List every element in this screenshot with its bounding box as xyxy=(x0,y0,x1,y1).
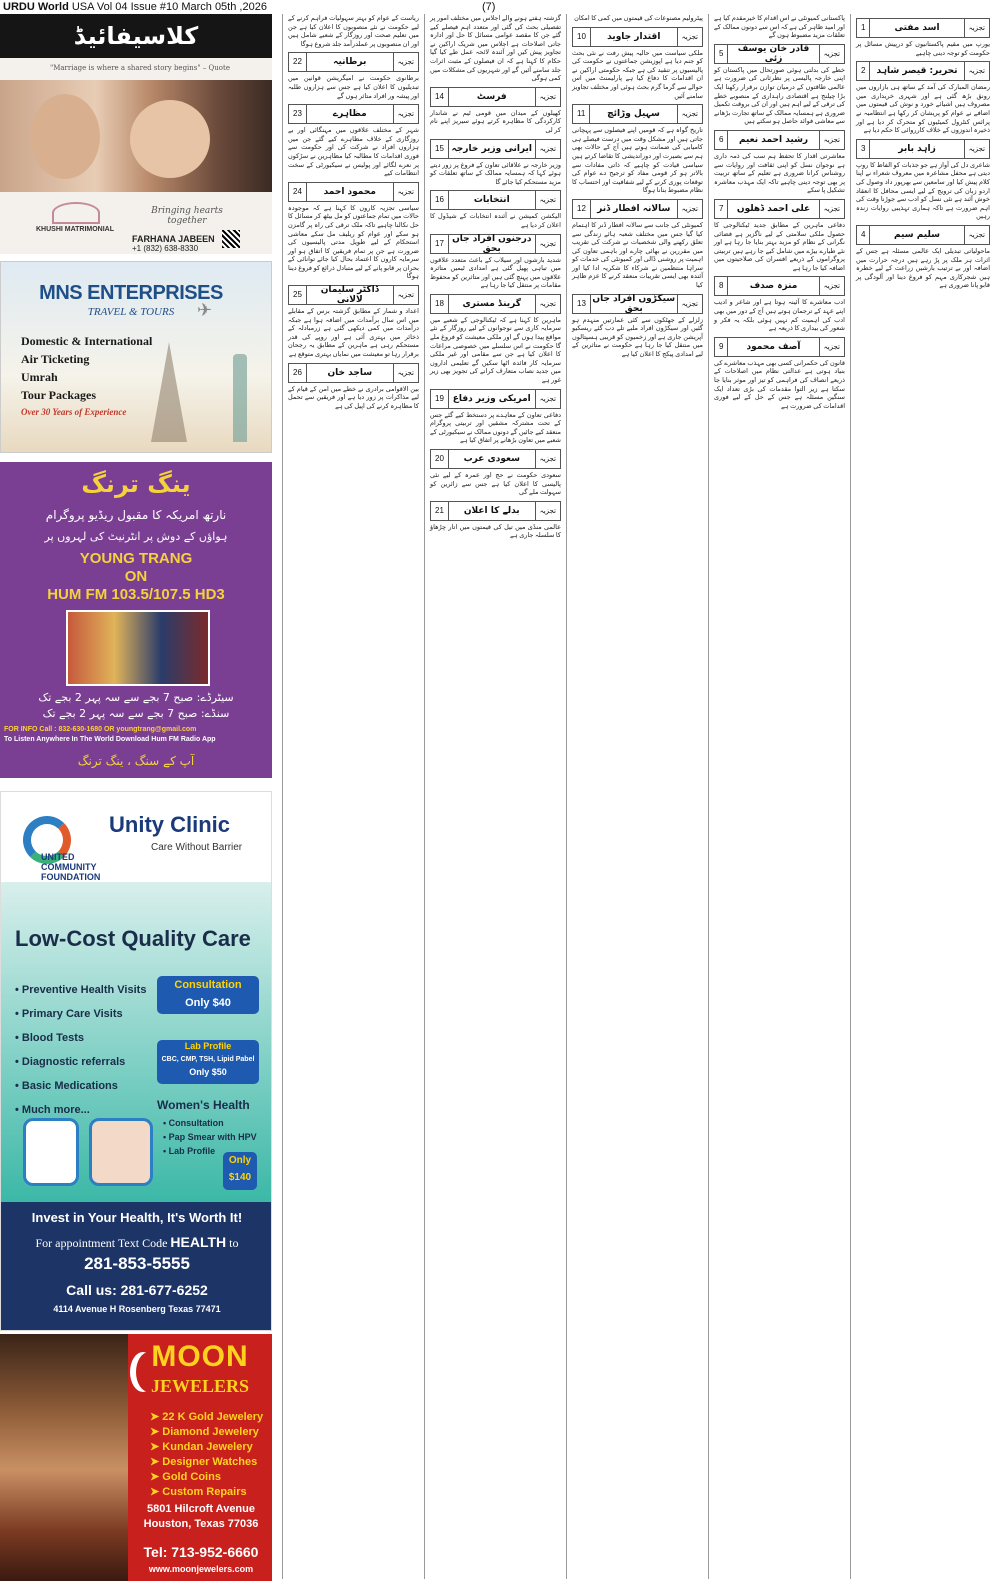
clinic-title: Unity Clinic xyxy=(109,812,231,837)
article-column xyxy=(566,14,708,1579)
article-column xyxy=(424,14,566,1579)
mns-title: MNS ENTERPRISES xyxy=(39,282,223,304)
article-number: 10 xyxy=(573,28,591,46)
article xyxy=(709,276,850,332)
article-title: قادر خان یوسف زئی xyxy=(737,43,810,64)
article-category: تجزیہ xyxy=(819,131,844,149)
article-number: 18 xyxy=(431,295,449,313)
article-heading[interactable] xyxy=(572,199,703,219)
moon-item: ➤ 22 K Gold Jewelery xyxy=(150,1411,264,1423)
moon-item: ➤ Diamond Jewelery xyxy=(150,1426,259,1438)
article-number: 9 xyxy=(715,338,728,356)
article-body: گزشتہ ہفتے ہونے والے اجلاس میں مختلف امور پر تفصیلی بحث کی گئی اور متعدد اہم فیصلے کیے گئے جن کا مقصد عوامی مسائل کا حل اور ادارہ جاتی اصلاحات ہے اجلاس میں شریک اراکین نے تجاویز پیش کیں اور آئندہ لائحہ عمل طے کیا گیا حکام کا کہنا ہے کہ ان فیصلوں کے مثبت اثرات جلد سامنے آئیں گے اور شہریوں کی مشکلات میں کمی ہوگی xyxy=(430,14,561,83)
mns-experience: Over 30 Years of Experience xyxy=(21,407,127,417)
mns-service: Umrah xyxy=(21,370,58,384)
article-title: ساجد خان xyxy=(327,367,373,378)
article-number: 17 xyxy=(431,235,449,253)
clinic-service: • Basic Medications xyxy=(15,1080,118,1092)
article-title: فرسٹ xyxy=(476,91,507,102)
article-category: تجزیہ xyxy=(393,53,418,71)
classified-banner: کلاسیفائیڈ xyxy=(0,14,272,58)
article-category: تجزیہ xyxy=(535,88,560,106)
article xyxy=(425,139,566,187)
article xyxy=(283,285,424,359)
article-category: تجزیہ xyxy=(677,28,702,46)
article-category: تجزیہ xyxy=(393,286,418,304)
article-title: سلیم سیم xyxy=(894,229,941,240)
article-heading[interactable] xyxy=(430,501,561,521)
article-body: تاریخ گواہ ہے کہ قومیں اپنے فیصلوں سے پہچانی جاتی ہیں اور مشکل وقت میں درست فیصلے ہی کامیابی کی ضمانت ہوتے ہیں آج کے حالات بھی ہم سے بصیرت اور دوراندیشی کا تقاضا کرتے ہیں سیاسی قیادت کو چاہیے کہ ذاتی مفادات سے بالاتر ہو کر قومی مفاد کو ترجیح دے عوام کی توقعات پوری کرنے کے لیے شفافیت اور احتساب کا نظام مضبوط بنانا ہوگا xyxy=(572,126,703,195)
article-body: پاکستانی کمیونٹی نے اس اقدام کا خیرمقدم کیا ہے اور امید ظاہر کی ہے کہ اس سے دونوں ممالک کے تعلقات مزید مضبوط ہوں گے xyxy=(714,14,845,40)
matrimonial-phone[interactable]: +1 (832) 638-8330 xyxy=(132,244,199,253)
womens-health-item: • Pap Smear with HPV xyxy=(163,1132,257,1142)
article-title: ڈاکٹر سلیمان لالانی xyxy=(320,285,379,306)
article-number: 15 xyxy=(431,140,449,158)
man-face xyxy=(30,94,100,179)
moon-item: ➤ Custom Repairs xyxy=(150,1486,247,1498)
consultation-price-badge xyxy=(157,976,259,1014)
appointment-code: HEALTH xyxy=(170,1234,227,1250)
article-number: 26 xyxy=(289,364,307,382)
badge-price: Only $50 xyxy=(189,1067,227,1077)
moon-item: ➤ Gold Coins xyxy=(150,1471,221,1483)
article-body: قانون کی حکمرانی کسی بھی مہذب معاشرے کی بنیاد ہوتی ہے عدالتی نظام میں اصلاحات کے ذریعے انصاف کی فراہمی کو تیز اور موثر بنایا جا سکتا ہے زیر التوا مقدمات کی بڑی تعداد ایک سنگین مسئلہ ہے جس کے حل کے لیے فوری اقدامات کی ضرورت ہے xyxy=(714,358,845,410)
article-body: عالمی منڈی میں تیل کی قیمتوں میں اتار چڑھاؤ کا سلسلہ جاری ہے xyxy=(430,522,561,540)
mns-services xyxy=(21,332,152,404)
clinic-subtitle: Care Without Barrier xyxy=(151,842,243,853)
article-body: شاعری دل کی آواز ہے جو جذبات کو الفاظ کا روپ دیتی ہے محفل مشاعرہ میں معروف شعراء نے اپنا کلام پیش کیا اور سامعین سے بھرپور داد وصول کی اردو زبان کی ترویج کے لیے ایسی محافل کا انعقاد خوش آئند ہے نئی نسل کو ادب سے جوڑنا وقت کی اہم ضرورت ہے تاکہ ہماری تہذیبی روایات زندہ رہیں xyxy=(856,160,990,221)
article-number: 7 xyxy=(715,200,728,218)
article-category: تجزیہ xyxy=(819,338,844,356)
article-number: 4 xyxy=(857,226,870,244)
article xyxy=(709,130,850,195)
matrimonial-contact-name: FARHANA JABEEN xyxy=(132,234,215,244)
clinic-service: • Blood Tests xyxy=(15,1032,85,1044)
article xyxy=(709,14,850,40)
moon-website[interactable]: www.moonjewelers.com xyxy=(148,1564,254,1574)
womens-health-item: • Consultation xyxy=(163,1118,224,1128)
article-body: رمضان المبارک کی آمد کے ساتھ ہی بازاروں میں رونق بڑھ گئی ہے اور شہری خریداری میں مصروف ہیں اشیائے خورد و نوش کی قیمتوں میں اضافے نے عوام کو پریشان کر رکھا ہے انتظامیہ نے پرائس کنٹرول کمیٹیوں کو متحرک کر دیا ہے اور ذخیرہ اندوزوں کے خلاف کارروائی کا حکم دیا ہے xyxy=(856,83,990,135)
woman-face xyxy=(130,100,210,178)
clinic-service: • Primary Care Visits xyxy=(15,1008,123,1020)
young-trang-urdu-line: نارتھ امریکہ کا مقبول ریڈیو پروگرام xyxy=(45,508,227,522)
article-category: تجزیہ xyxy=(535,450,560,468)
article-body: بین الاقوامی برادری نے خطے میں امن کے قیام کے لیے مذاکرات پر زور دیا ہے اور فریقین سے تحمل کا مظاہرہ کرنے کی اپیل کی ہے xyxy=(288,384,419,410)
clinic-service: • Much more... xyxy=(15,1104,90,1116)
article-title: منزہ صدف xyxy=(749,281,798,292)
article-heading[interactable] xyxy=(288,363,419,383)
article xyxy=(283,14,424,48)
article-category: تجزیہ xyxy=(535,191,560,209)
article-category: تجزیہ xyxy=(677,295,702,313)
article xyxy=(567,199,708,290)
article-category: تجزیہ xyxy=(535,502,560,520)
matrimonial-slogan: Bringing hearts together xyxy=(151,206,223,226)
article-number: 21 xyxy=(431,502,449,520)
article-heading[interactable] xyxy=(430,190,561,210)
moon-address xyxy=(134,1502,268,1532)
article-title: سہیل وڑائچ xyxy=(607,109,660,120)
blood-test-icon xyxy=(23,1118,79,1186)
article-number: 8 xyxy=(715,277,728,295)
article-category: تجزیہ xyxy=(535,390,560,408)
schedule-line: سیٹرڈے: صبح 7 بجے سے سہ پہر 2 بجے تک xyxy=(38,691,234,704)
qr-code-icon xyxy=(222,230,240,248)
article-heading[interactable] xyxy=(714,44,845,64)
article-heading[interactable] xyxy=(288,104,419,124)
article xyxy=(567,294,708,359)
badge-label: Only xyxy=(228,1155,252,1166)
article-category: تجزیہ xyxy=(393,183,418,201)
moon-title: MOON xyxy=(151,1340,249,1373)
article-title: درجنوں افراد جاں بحق xyxy=(452,233,532,254)
classified-ad[interactable] xyxy=(0,14,272,254)
article-heading[interactable] xyxy=(430,234,561,254)
article-body: دفاعی تعاون کے معاہدے پر دستخط کیے گئے جس کے تحت مشترکہ مشقیں اور تربیتی پروگرام منعقد کیے جائیں گے دونوں ممالک نے سیکیورٹی کے شعبے میں تعاون بڑھانے پر اتفاق کیا ہے xyxy=(430,410,561,445)
young-trang-title-line: YOUNG TRANG xyxy=(79,550,193,567)
page-header xyxy=(0,0,995,14)
article-number: 22 xyxy=(289,53,307,71)
moon-item: ➤ Kundan Jewelery xyxy=(150,1441,253,1453)
statue-of-liberty-icon xyxy=(233,354,247,442)
womens-health-title: Women's Health xyxy=(157,1098,250,1112)
article-title: مظاہرے xyxy=(332,109,367,120)
article-heading[interactable] xyxy=(714,276,845,296)
article xyxy=(283,363,424,411)
article-number: 11 xyxy=(573,105,590,123)
article-heading[interactable] xyxy=(430,87,561,107)
moon-subtitle: JEWELERS xyxy=(150,1376,250,1396)
clinic-call-number[interactable]: Call us: 281-677-6252 xyxy=(66,1282,208,1298)
article-number: 1 xyxy=(857,19,870,37)
article-title: سیکڑوں افراد جاں بحق xyxy=(592,293,676,314)
young-trang-title-line: ON xyxy=(124,568,148,585)
article-body: پیٹرولیم مصنوعات کی قیمتوں میں کمی کا امکان xyxy=(574,14,703,22)
clinic-services xyxy=(15,978,146,1122)
article-category: تجزیہ xyxy=(677,200,702,218)
article-body: ادب معاشرے کا آئینہ ہوتا ہے اور شاعر و ادیب اپنے عہد کے ترجمان ہوتے ہیں آج کے دور میں بھی ادب کی اہمیت کم نہیں ہوئی بلکہ یہ فکر و شعور کی بیداری کا ذریعہ ہے xyxy=(714,298,845,333)
article-title: آصف محمود xyxy=(746,341,801,352)
womens-health-price-badge xyxy=(223,1152,257,1190)
article xyxy=(851,18,995,57)
article-category: تجزیہ xyxy=(819,45,844,63)
article-category: تجزیہ xyxy=(535,235,560,253)
article xyxy=(283,182,424,281)
young-trang-info[interactable]: FOR INFO Call : 832-630-1680 OR youngtrang@gmail.com xyxy=(4,726,197,733)
article-title: محمود احمد xyxy=(323,186,376,197)
eiffel-tower-icon xyxy=(151,342,187,442)
jewelry-model-photo xyxy=(0,1334,128,1581)
article xyxy=(709,199,850,273)
article xyxy=(283,52,424,100)
article-title: علی احمد ڈھلوں xyxy=(736,203,811,214)
mns-service: Domestic & International xyxy=(21,334,153,348)
article-category: تجزیہ xyxy=(677,105,702,123)
article-number: 13 xyxy=(573,295,591,313)
article xyxy=(425,190,566,229)
article-category: تجزیہ xyxy=(393,105,418,123)
clinic-appointment-line: For appointment Text Code HEALTH to xyxy=(35,1234,239,1250)
ads-column xyxy=(0,14,275,1581)
clinic-service: • Diagnostic referrals xyxy=(15,1056,126,1068)
article-number: 23 xyxy=(289,105,307,123)
moon-jewelers-ad[interactable] xyxy=(0,1334,272,1581)
page-number: (7) xyxy=(482,1,496,13)
article-category: تجزیہ xyxy=(964,140,989,158)
mns-service: Air Ticketing xyxy=(21,352,90,366)
classified-tagline: "Marriage is where a shared story begins" – Quote xyxy=(50,64,230,72)
article-number: 6 xyxy=(715,131,728,149)
badge-label: Consultation xyxy=(174,979,242,991)
article xyxy=(567,14,708,23)
article-body: زلزلے کے جھٹکوں سے کئی عمارتیں منہدم ہو گئیں اور سیکڑوں افراد ملبے تلے دب گئے ریسکیو آپریشن جاری ہے اور زخمیوں کو قریبی ہسپتالوں میں منتقل کیا جا رہا ہے حکومت نے متاثرین کے لیے امدادی پیکج کا اعلان کیا ہے xyxy=(572,315,703,359)
article-body: معاشرتی اقدار کا تحفظ ہم سب کی ذمہ داری ہے نوجوان نسل کو اپنی ثقافت اور روایات سے روشناس کرانا ضروری ہے تعلیم کے ساتھ تربیت پر بھی توجہ دینی چاہیے تاکہ ایک مہذب معاشرہ تشکیل پا سکے xyxy=(714,151,845,195)
article-heading[interactable] xyxy=(430,449,561,469)
article-heading[interactable] xyxy=(288,285,419,305)
article-heading[interactable] xyxy=(572,104,703,124)
article-heading[interactable] xyxy=(288,182,419,202)
article-number: 16 xyxy=(431,191,449,209)
article-heading[interactable] xyxy=(714,337,845,357)
article-number: 2 xyxy=(857,62,870,80)
article-title: اسد مفتی xyxy=(894,23,940,33)
article-title: ایرانی وزیر خارجہ xyxy=(451,143,532,154)
article-title: تحریر: قیصر شاہد xyxy=(876,66,958,77)
badge-price: Only $40 xyxy=(185,997,231,1009)
badge-detail: CBC, CMP, TSH, Lipid Pabel xyxy=(161,1056,255,1063)
article-number: 19 xyxy=(431,390,449,408)
mns-enterprises-ad[interactable] xyxy=(0,261,272,453)
article-title: بدلے کا اعلان xyxy=(463,505,520,516)
brand: URDU World xyxy=(3,1,69,13)
clinic-text-number[interactable]: 281-853-5555 xyxy=(84,1254,190,1273)
young-trang-ad[interactable] xyxy=(0,462,272,778)
article-title: سعودی عرب xyxy=(463,454,520,464)
foundation-name: UNITED COMMUNITY FOUNDATION xyxy=(41,852,101,882)
article-body: وزیر خارجہ نے علاقائی تعاون کے فروغ پر زور دیتے ہوئے کہا کہ ہمسایہ ممالک کے ساتھ تعلقات کو مزید مستحکم کیا جائے گا xyxy=(430,160,561,186)
badge-price: $140 xyxy=(228,1172,252,1183)
article-number: 14 xyxy=(431,88,449,106)
article-body: خطے کی بدلتی ہوئی صورتحال میں پاکستان کو اپنی خارجہ پالیسی پر نظرثانی کی ضرورت ہے عالمی طاقتوں کے درمیان توازن برقرار رکھنا ایک بڑا چیلنج ہے اقتصادی راہداری کے منصوبے خطے کی ترقی کے لیے اہم ہیں اور ان کی بروقت تکمیل ضروری ہے ہمسایہ ممالک کے ساتھ تجارت بڑھانے سے معاشی فوائد حاصل ہو سکتے ہیں xyxy=(714,65,845,126)
article-heading[interactable] xyxy=(572,294,703,314)
article-category: تجزیہ xyxy=(964,19,989,37)
article-heading[interactable] xyxy=(714,130,845,150)
article-heading[interactable] xyxy=(856,225,990,245)
article xyxy=(851,61,995,135)
article-body: سیاسی تجزیہ کاروں کا کہنا ہے کہ موجودہ حالات میں تمام جماعتوں کو مل بیٹھ کر مسائل کا حل نکالنا چاہیے تاکہ ملک ترقی کی راہ پر گامزن ہو سکے اور عوام کو ریلیف مل سکے معاشی استحکام کے لیے طویل مدتی پالیسیوں کی ضرورت ہے جن پر تمام فریقین کا اتفاق ہو اور سرمایہ کاروں کا اعتماد بحال کیا جائے توانائی کے بحران پر قابو پانے کے لیے متبادل ذرائع کو فروغ دینا ہوگا xyxy=(288,203,419,281)
article-body: اعداد و شمار کے مطابق گزشتہ برس کے مقابلے میں اس سال برآمدات میں اضافہ ہوا ہے جبکہ درآمدات میں کمی دیکھی گئی ہے زرمبادلہ کے ذخائر میں بہتری آئی ہے اور روپے کی قدر مستحکم رہی ہے ماہرین کے مطابق یہ رجحان برقرار رہا تو معیشت میں نمایاں بہتری متوقع ہے xyxy=(288,307,419,359)
article-body: ریاست کے عوام کو بہتر سہولیات فراہم کرنے کے لیے حکومت نے نئے منصوبوں کا اعلان کیا ہے جن میں تعلیم صحت اور روزگار کے شعبے شامل ہیں اور ان منصوبوں پر عملدرآمد جلد شروع ہوگا xyxy=(288,14,419,48)
article-column xyxy=(708,14,850,1579)
article-heading[interactable] xyxy=(856,61,990,81)
article-heading[interactable] xyxy=(430,389,561,409)
matrimonial-logo-icon xyxy=(52,202,100,224)
article xyxy=(567,27,708,101)
unity-clinic-ad[interactable] xyxy=(0,791,272,1331)
article xyxy=(425,501,566,540)
article-category: تجزیہ xyxy=(819,277,844,295)
article xyxy=(851,225,995,290)
young-trang-title xyxy=(0,550,272,604)
article-category: تجزیہ xyxy=(535,140,560,158)
article-number: 25 xyxy=(289,286,307,304)
article xyxy=(283,104,424,178)
young-trang-title-line: HUM FM 103.5/107.5 HD3 xyxy=(47,586,225,603)
article-heading[interactable] xyxy=(856,139,990,159)
hosts-photo xyxy=(66,610,210,686)
article-title: اقتدار جاوید xyxy=(607,31,661,42)
clinic-service: • Preventive Health Visits xyxy=(15,984,147,996)
young-trang-footer: آپ کے سنگ ، ینگ ترنگ xyxy=(77,754,195,768)
article-body: شدید بارشوں اور سیلاب کے باعث متعدد علاقوں میں تباہی پھیل گئی ہے امدادی ٹیمیں متاثرہ علاقوں میں پہنچ گئی ہیں اور متاثرین کو محفوظ مقامات پر منتقل کیا جا رہا ہے xyxy=(430,255,561,290)
article-title: برطانیہ xyxy=(333,57,367,68)
article-category: تجزیہ xyxy=(964,62,989,80)
mns-service: Tour Packages xyxy=(21,388,97,402)
womens-health-item: • Lab Profile xyxy=(163,1146,216,1156)
article-title: امریکی وزیر دفاع xyxy=(452,393,531,404)
article-body: شہر کے مختلف علاقوں میں مہنگائی اور بے روزگاری کے خلاف مظاہرے کیے گئے جن میں ہزاروں افراد نے شرکت کی اور حکومت سے فوری اقدامات کا مطالبہ کیا مظاہرین نے سڑکوں پر نعرے لگائے اور پولیس نے سیکیورٹی کے سخت انتظامات کیے xyxy=(288,126,419,178)
article-heading[interactable] xyxy=(288,52,419,72)
article-category: تجزیہ xyxy=(535,295,560,313)
article-body: یورپ میں مقیم پاکستانیوں کو درپیش مسائل پر حکومت کو توجہ دینی چاہیے xyxy=(856,40,990,57)
article xyxy=(425,389,566,445)
address-line: Houston, Texas 77036 xyxy=(143,1518,259,1530)
lab-profile-badge xyxy=(157,1040,259,1084)
article-body: الیکشن کمیشن نے آئندہ انتخابات کے شیڈول کا اعلان کر دیا ہے xyxy=(430,212,561,229)
article-column xyxy=(850,14,995,1579)
moon-items xyxy=(150,1410,263,1500)
young-trang-listen: To Listen Anywhere In The World Download Hum FM Radio App xyxy=(4,736,216,743)
clinic-headline: Low-Cost Quality Care xyxy=(15,926,251,951)
article-heading[interactable] xyxy=(430,139,561,159)
article xyxy=(425,294,566,385)
article-heading[interactable] xyxy=(572,27,703,47)
article-body: سعودی حکومت نے حج اور عمرہ کے لیے نئی پالیسی کا اعلان کیا ہے جس سے زائرین کو سہولت ملے گی xyxy=(430,471,561,497)
young-trang-schedule xyxy=(0,690,272,722)
article-title: گرینڈ مستری xyxy=(462,298,521,309)
article-title: رشید احمد نعیم xyxy=(738,134,809,145)
clinic-address: 4114 Avenue H Rosenberg Texas 77471 xyxy=(53,1304,221,1314)
badge-label: Lab Profile xyxy=(184,1041,232,1051)
article-column xyxy=(282,14,424,1579)
article-number: 20 xyxy=(431,450,449,468)
article-body: ماحولیاتی تبدیلی ایک عالمی مسئلہ ہے جس کے اثرات ہر ملک پر پڑ رہے ہیں درجہ حرارت میں اضافہ اور بے ترتیب بارشیں زراعت کے لیے خطرہ ہیں شجرکاری مہم کو فروغ دینا اور آلودگی پر قابو پانا ضروری ہے xyxy=(856,246,990,290)
article xyxy=(567,104,708,195)
article-heading[interactable] xyxy=(714,199,845,219)
article-heading[interactable] xyxy=(430,294,561,314)
article-body: ملکی سیاست میں حالیہ پیش رفت نے نئی بحث کو جنم دیا ہے اپوزیشن جماعتوں نے حکومت کی پالیسیوں پر تنقید کی ہے جبکہ حکومتی اراکین نے ان اقدامات کا دفاع کیا ہے پارلیمنٹ میں اس حوالے سے گرما گرم بحث ہوئی اور مختلف تجاویز سامنے آئیں xyxy=(572,48,703,100)
moon-phone[interactable]: Tel: 713-952-6660 xyxy=(143,1544,259,1560)
article xyxy=(709,337,850,411)
address-line: 5801 Hilcroft Avenue xyxy=(146,1503,255,1515)
article-body: کھیلوں کے میدان میں قومی ٹیم نے شاندار کارکردگی کا مظاہرہ کرتے ہوئے سیریز اپنے نام کر لی xyxy=(430,108,561,134)
article-body: برطانوی حکومت نے امیگریشن قوانین میں تبدیلیوں کا اعلان کیا ہے جس سے ہزاروں طلبہ اور پیشہ ور افراد متاثر ہوں گے xyxy=(288,74,419,100)
article-body: دفاعی ماہرین کے مطابق جدید ٹیکنالوجی کا حصول ملکی سلامتی کے لیے ناگزیر ہے فضائی نگرانی کے نظام کو مزید بہتر بنایا جا رہا ہے اور نئے طیارے بیڑے میں شامل کیے جا رہے ہیں تربیتی پروگراموں کے ذریعے افسران کی صلاحیتوں میں اضافہ کیا جا رہا ہے xyxy=(714,220,845,272)
article-number: 24 xyxy=(289,183,307,201)
article xyxy=(425,449,566,497)
article-category: تجزیہ xyxy=(819,200,844,218)
article xyxy=(425,14,566,83)
moon-item: ➤ Designer Watches xyxy=(150,1456,258,1468)
matrimonial-brand: KHUSHI MATRIMONIAL xyxy=(35,226,115,233)
issue-info: USA Vol 04 Issue #10 March 05th ,2026 xyxy=(71,1,267,13)
article-heading[interactable] xyxy=(856,18,990,38)
article-category: تجزیہ xyxy=(964,226,989,244)
article xyxy=(425,87,566,135)
article-category: تجزیہ xyxy=(393,364,418,382)
doctor-photo xyxy=(89,1118,153,1186)
masthead xyxy=(3,0,267,14)
article-title: انتخابات xyxy=(473,195,510,206)
young-trang-urdu-title: ینگ ترنگ xyxy=(81,470,191,498)
article xyxy=(425,234,566,290)
article-title: زاہد بابر xyxy=(898,143,936,154)
article-body: کمیونٹی کی جانب سے سالانہ افطار ڈنر کا اہتمام کیا گیا جس میں مختلف شعبہ ہائے زندگی سے تعلق رکھنے والی شخصیات نے شرکت کی تقریب میں مقررین نے بھائی چارے اور باہمی تعاون کی اہمیت پر روشنی ڈالی اور کمیونٹی کی خدمات کو سراہا منتظمین نے شرکاء کا شکریہ ادا کیا اور آئندہ بھی ایسی تقریبات منعقد کرنے کا عزم ظاہر کیا xyxy=(572,220,703,290)
article-number: 12 xyxy=(573,200,591,218)
young-trang-urdu-line: ہواؤں کے دوش پر انٹرنیٹ کی لہروں پر xyxy=(44,530,228,543)
article xyxy=(851,139,995,221)
article-number: 3 xyxy=(857,140,870,158)
clinic-invest-line: Invest in Your Health, It's Worth It! xyxy=(31,1210,243,1225)
article-number: 5 xyxy=(715,45,728,63)
article-title: سالانہ افطار ڈنر xyxy=(597,203,671,214)
airplane-icon: ✈ xyxy=(197,300,213,321)
article-body: ماہرین کا کہنا ہے کہ ٹیکنالوجی کے شعبے میں سرمایہ کاری سے نوجوانوں کے لیے روزگار کے نئے مواقع پیدا ہوں گے اور ملکی معیشت کو فروغ ملے گا حکومت نے اس سلسلے میں خصوصی مراعات کا اعلان کیا ہے جن سے مقامی اور غیر ملکی سرمایہ کار فائدہ اٹھا سکیں گے تعلیمی اداروں میں جدید نصاب متعارف کرانے کی تجویز بھی زیر غور ہے xyxy=(430,315,561,385)
article xyxy=(709,44,850,126)
mns-subtitle: TRAVEL & TOURS xyxy=(87,306,175,318)
schedule-line: سنڈے: صبح 7 بجے سے سہ پہر 2 بجے تک xyxy=(42,707,230,720)
